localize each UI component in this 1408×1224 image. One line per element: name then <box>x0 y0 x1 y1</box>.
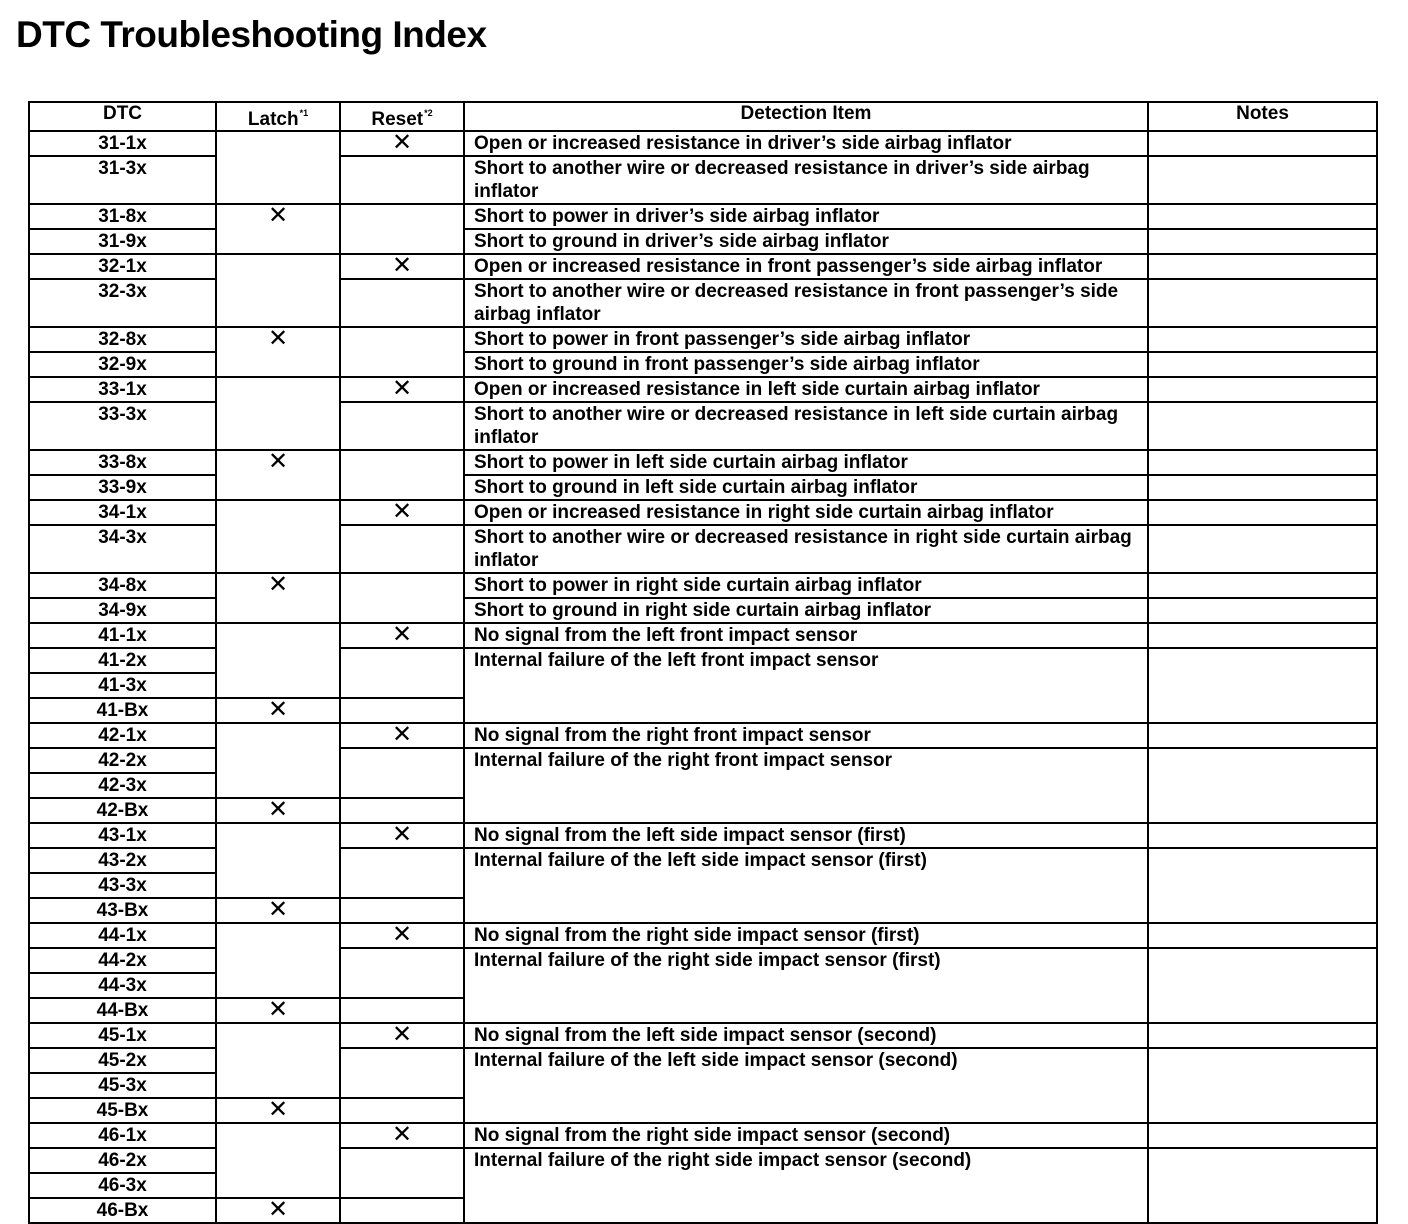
notes-cell <box>1148 254 1377 279</box>
reset-mark: ✕ <box>340 1023 464 1048</box>
dtc-code: 34-9x <box>29 598 216 623</box>
reset-mark: ✕ <box>340 500 464 525</box>
dtc-code: 33-3x <box>29 402 216 450</box>
page-title: DTC Troubleshooting Index <box>16 14 487 55</box>
detection-item: Internal failure of the right side impact sensor (first) <box>464 948 1148 1023</box>
detection-item: Short to another wire or decreased resistance in left side curtain airbag inflator <box>464 402 1148 450</box>
notes-cell <box>1148 204 1377 229</box>
reset-mark: ✕ <box>340 131 464 156</box>
notes-cell <box>1148 598 1377 623</box>
detection-item: Short to power in left side curtain airbag inflator <box>464 450 1148 475</box>
latch-cell <box>216 1023 340 1098</box>
dtc-code: 41-1x <box>29 623 216 648</box>
dtc-code: 42-2x <box>29 748 216 773</box>
detection-item: Short to another wire or decreased resistance in right side curtain airbag inflator <box>464 525 1148 573</box>
dtc-code: 41-3x <box>29 673 216 698</box>
dtc-code: 42-Bx <box>29 798 216 823</box>
table-row <box>29 204 1377 229</box>
latch-mark: ✕ <box>216 998 340 1023</box>
detection-item: Open or increased resistance in left side curtain airbag inflator <box>464 377 1148 402</box>
table-row <box>29 377 1377 402</box>
dtc-code: 31-8x <box>29 204 216 229</box>
detection-item: No signal from the right side impact sensor (first) <box>464 923 1148 948</box>
table-row <box>29 923 1377 948</box>
column-header-latch: Latch$^{*1}$ <box>216 102 340 131</box>
latch-cell <box>216 131 340 204</box>
notes-cell <box>1148 450 1377 475</box>
reset-cell <box>340 525 464 573</box>
dtc-code: 44-2x <box>29 948 216 973</box>
latch-mark: ✕ <box>216 1098 340 1123</box>
dtc-code: 45-1x <box>29 1023 216 1048</box>
latch-mark: ✕ <box>216 450 340 500</box>
table-row <box>29 1123 1377 1148</box>
detection-item: Short to power in right side curtain airbag inflator <box>464 573 1148 598</box>
notes-cell <box>1148 279 1377 327</box>
reset-cell <box>340 748 464 798</box>
reset-mark: ✕ <box>340 823 464 848</box>
reset-cell <box>340 648 464 698</box>
latch-cell <box>216 500 340 573</box>
detection-item: Short to ground in left side curtain airbag inflator <box>464 475 1148 500</box>
table-row <box>29 723 1377 748</box>
column-header-dtc: DTC <box>29 102 216 131</box>
dtc-code: 45-2x <box>29 1048 216 1073</box>
table-row <box>29 623 1377 648</box>
dtc-code: 34-8x <box>29 573 216 598</box>
detection-item: Short to ground in front passenger’s side airbag inflator <box>464 352 1148 377</box>
detection-item: Short to ground in right side curtain airbag inflator <box>464 598 1148 623</box>
reset-cell <box>340 948 464 998</box>
notes-cell <box>1148 229 1377 254</box>
dtc-code: 46-3x <box>29 1173 216 1198</box>
detection-item: No signal from the right side impact sensor (second) <box>464 1123 1148 1148</box>
reset-cell <box>340 450 464 500</box>
reset-cell <box>340 1148 464 1198</box>
reset-cell <box>340 1098 464 1123</box>
notes-cell <box>1148 525 1377 573</box>
detection-item: Internal failure of the left front impact sensor <box>464 648 1148 723</box>
detection-item: Short to power in driver’s side airbag inflator <box>464 204 1148 229</box>
dtc-code: 43-1x <box>29 823 216 848</box>
dtc-code: 46-2x <box>29 1148 216 1173</box>
dtc-code: 32-3x <box>29 279 216 327</box>
latch-mark: ✕ <box>216 798 340 823</box>
column-header-notes: Notes <box>1148 102 1377 131</box>
reset-mark: ✕ <box>340 923 464 948</box>
detection-item: Short to another wire or decreased resistance in driver’s side airbag inflator <box>464 156 1148 204</box>
dtc-code: 33-9x <box>29 475 216 500</box>
column-header-detection-item: Detection Item <box>464 102 1148 131</box>
dtc-code: 42-3x <box>29 773 216 798</box>
reset-cell <box>340 156 464 204</box>
latch-cell <box>216 923 340 998</box>
table-row <box>29 254 1377 279</box>
reset-mark: ✕ <box>340 623 464 648</box>
notes-cell <box>1148 823 1377 848</box>
table-row <box>29 450 1377 475</box>
reset-cell <box>340 898 464 923</box>
dtc-index-table <box>28 101 1378 1224</box>
detection-item: Open or increased resistance in front passenger’s side airbag inflator <box>464 254 1148 279</box>
latch-mark: ✕ <box>216 698 340 723</box>
reset-cell <box>340 402 464 450</box>
reset-cell <box>340 998 464 1023</box>
dtc-code: 46-1x <box>29 1123 216 1148</box>
dtc-code: 33-8x <box>29 450 216 475</box>
reset-cell <box>340 279 464 327</box>
dtc-code: 41-Bx <box>29 698 216 723</box>
dtc-code: 45-3x <box>29 1073 216 1098</box>
detection-item: Internal failure of the left side impact sensor (second) <box>464 1048 1148 1123</box>
column-header-reset: Reset$^{*2}$ <box>340 102 464 131</box>
table-row <box>29 573 1377 598</box>
notes-cell <box>1148 748 1377 823</box>
table-row <box>29 327 1377 352</box>
latch-mark: ✕ <box>216 898 340 923</box>
reset-mark: ✕ <box>340 1123 464 1148</box>
detection-item: Internal failure of the right front impact sensor <box>464 748 1148 823</box>
reset-cell <box>340 698 464 723</box>
latch-cell <box>216 254 340 327</box>
table-header-row <box>29 102 1377 131</box>
notes-cell <box>1148 923 1377 948</box>
latch-cell <box>216 377 340 450</box>
latch-cell <box>216 1123 340 1198</box>
table-row <box>29 1023 1377 1048</box>
detection-item: Internal failure of the right side impact sensor (second) <box>464 1148 1148 1223</box>
detection-item: No signal from the left front impact sensor <box>464 623 1148 648</box>
latch-mark: ✕ <box>216 327 340 377</box>
dtc-code: 32-1x <box>29 254 216 279</box>
notes-cell <box>1148 377 1377 402</box>
dtc-code: 43-Bx <box>29 898 216 923</box>
latch-cell <box>216 623 340 698</box>
notes-cell <box>1148 648 1377 723</box>
detection-item: Short to power in front passenger’s side airbag inflator <box>464 327 1148 352</box>
dtc-code: 34-3x <box>29 525 216 573</box>
detection-item: No signal from the right front impact sensor <box>464 723 1148 748</box>
dtc-code: 34-1x <box>29 500 216 525</box>
detection-item: Open or increased resistance in right side curtain airbag inflator <box>464 500 1148 525</box>
notes-cell <box>1148 948 1377 1023</box>
dtc-code: 46-Bx <box>29 1198 216 1223</box>
dtc-code: 32-9x <box>29 352 216 377</box>
reset-cell <box>340 1048 464 1098</box>
notes-cell <box>1148 1023 1377 1048</box>
latch-mark: ✕ <box>216 1198 340 1223</box>
dtc-code: 32-8x <box>29 327 216 352</box>
latch-footnote-mark: *1 <box>299 108 309 118</box>
notes-cell <box>1148 327 1377 352</box>
dtc-code: 42-1x <box>29 723 216 748</box>
detection-item: Short to another wire or decreased resistance in front passenger’s side airbag inflator <box>464 279 1148 327</box>
latch-mark: ✕ <box>216 573 340 623</box>
table-body <box>29 131 1377 1223</box>
detection-item: Short to ground in driver’s side airbag inflator <box>464 229 1148 254</box>
table-row <box>29 131 1377 156</box>
dtc-code: 43-2x <box>29 848 216 873</box>
dtc-code: 31-1x <box>29 131 216 156</box>
dtc-code: 44-Bx <box>29 998 216 1023</box>
reset-cell <box>340 327 464 377</box>
latch-cell <box>216 723 340 798</box>
notes-cell <box>1148 156 1377 204</box>
latch-mark: ✕ <box>216 204 340 254</box>
detection-item: Open or increased resistance in driver’s side airbag inflator <box>464 131 1148 156</box>
notes-cell <box>1148 573 1377 598</box>
dtc-code: 41-2x <box>29 648 216 673</box>
notes-cell <box>1148 848 1377 923</box>
detection-item: No signal from the left side impact sensor (first) <box>464 823 1148 848</box>
reset-cell <box>340 798 464 823</box>
dtc-code: 33-1x <box>29 377 216 402</box>
table-row <box>29 500 1377 525</box>
notes-cell <box>1148 1123 1377 1148</box>
reset-mark: ✕ <box>340 377 464 402</box>
dtc-code: 31-3x <box>29 156 216 204</box>
notes-cell <box>1148 500 1377 525</box>
reset-footnote-mark: *2 <box>424 108 433 118</box>
detection-item: No signal from the left side impact sensor (second) <box>464 1023 1148 1048</box>
reset-mark: ✕ <box>340 723 464 748</box>
table-row <box>29 823 1377 848</box>
reset-mark: ✕ <box>340 254 464 279</box>
notes-cell <box>1148 723 1377 748</box>
detection-item: Internal failure of the left side impact sensor (first) <box>464 848 1148 923</box>
notes-cell <box>1148 1048 1377 1123</box>
dtc-code: 44-3x <box>29 973 216 998</box>
dtc-code: 45-Bx <box>29 1098 216 1123</box>
dtc-code: 43-3x <box>29 873 216 898</box>
reset-cell <box>340 848 464 898</box>
notes-cell <box>1148 475 1377 500</box>
reset-cell <box>340 204 464 254</box>
reset-cell <box>340 573 464 623</box>
notes-cell <box>1148 131 1377 156</box>
latch-cell <box>216 823 340 898</box>
notes-cell <box>1148 352 1377 377</box>
notes-cell <box>1148 623 1377 648</box>
dtc-code: 44-1x <box>29 923 216 948</box>
reset-cell <box>340 1198 464 1223</box>
notes-cell <box>1148 402 1377 450</box>
dtc-code: 31-9x <box>29 229 216 254</box>
